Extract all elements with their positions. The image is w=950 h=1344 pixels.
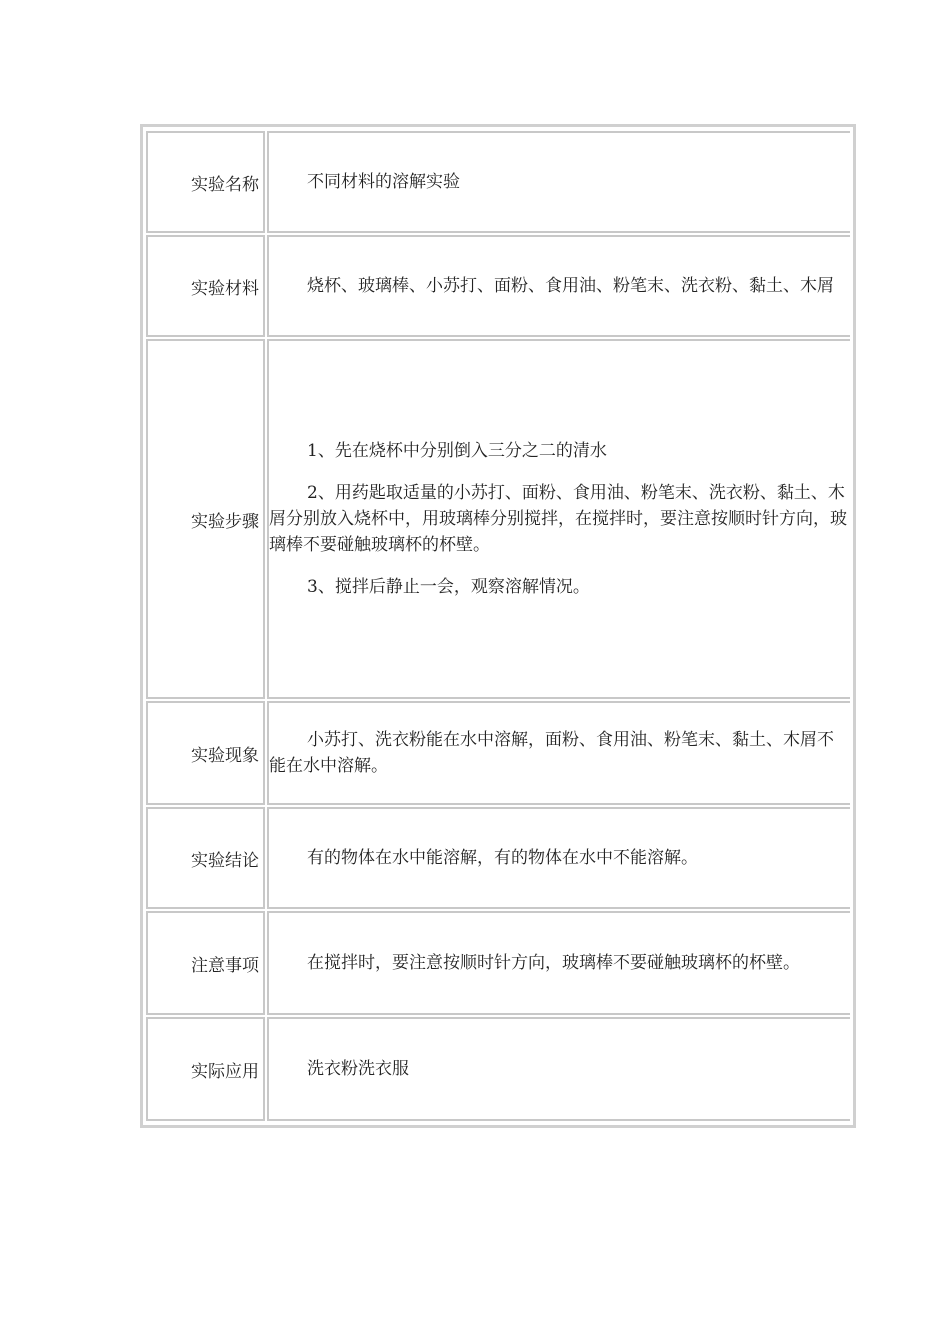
row-label: 实验现象 (146, 701, 265, 805)
table-row-application (146, 1017, 850, 1121)
content-paragraph: 不同材料的溶解实验 (307, 172, 460, 192)
table-row-conclusion (146, 807, 850, 909)
table-row-phenomenon (146, 701, 850, 805)
row-label: 实验步骤 (146, 339, 265, 699)
content-paragraph: 烧杯、玻璃棒、小苏打、面粉、食用油、粉笔末、洗衣粉、黏土、木屑 (307, 276, 834, 296)
row-label: 实际应用 (146, 1017, 265, 1121)
content-paragraph: 小苏打、洗衣粉能在水中溶解，面粉、食用油、粉笔末、黏土、木屑不能在水中溶解。 (269, 730, 834, 776)
content-paragraph: 3、搅拌后静止一会，观察溶解情况。 (307, 577, 590, 597)
content-paragraph: 洗衣粉洗衣服 (307, 1059, 409, 1079)
table-row-materials (146, 235, 850, 337)
experiment-table (140, 124, 856, 1128)
table-row-notes (146, 911, 850, 1015)
table-row-name (146, 131, 850, 233)
content-paragraph: 有的物体在水中能溶解，有的物体在水中不能溶解。 (307, 848, 698, 868)
row-label: 实验材料 (146, 235, 265, 337)
content-paragraph: 在搅拌时，要注意按顺时针方向，玻璃棒不要碰触玻璃杯的杯壁。 (307, 953, 800, 973)
row-content (267, 701, 850, 805)
row-label: 实验结论 (146, 807, 265, 909)
row-content (267, 339, 850, 699)
row-content (267, 807, 850, 909)
content-paragraph: 1、先在烧杯中分别倒入三分之二的清水 (307, 441, 607, 461)
table-row-steps (146, 339, 850, 699)
row-label: 注意事项 (146, 911, 265, 1015)
row-label: 实验名称 (146, 131, 265, 233)
row-content (267, 235, 850, 337)
content-paragraph: 2、用药匙取适量的小苏打、面粉、食用油、粉笔末、洗衣粉、黏土、木屑分别放入烧杯中，用玻璃棒分别搅拌，在搅拌时，要注意按顺时针方向，玻璃棒不要碰触玻璃杯的杯壁。 (269, 483, 847, 555)
row-content (267, 911, 850, 1015)
row-content (267, 131, 850, 233)
row-content (267, 1017, 850, 1121)
